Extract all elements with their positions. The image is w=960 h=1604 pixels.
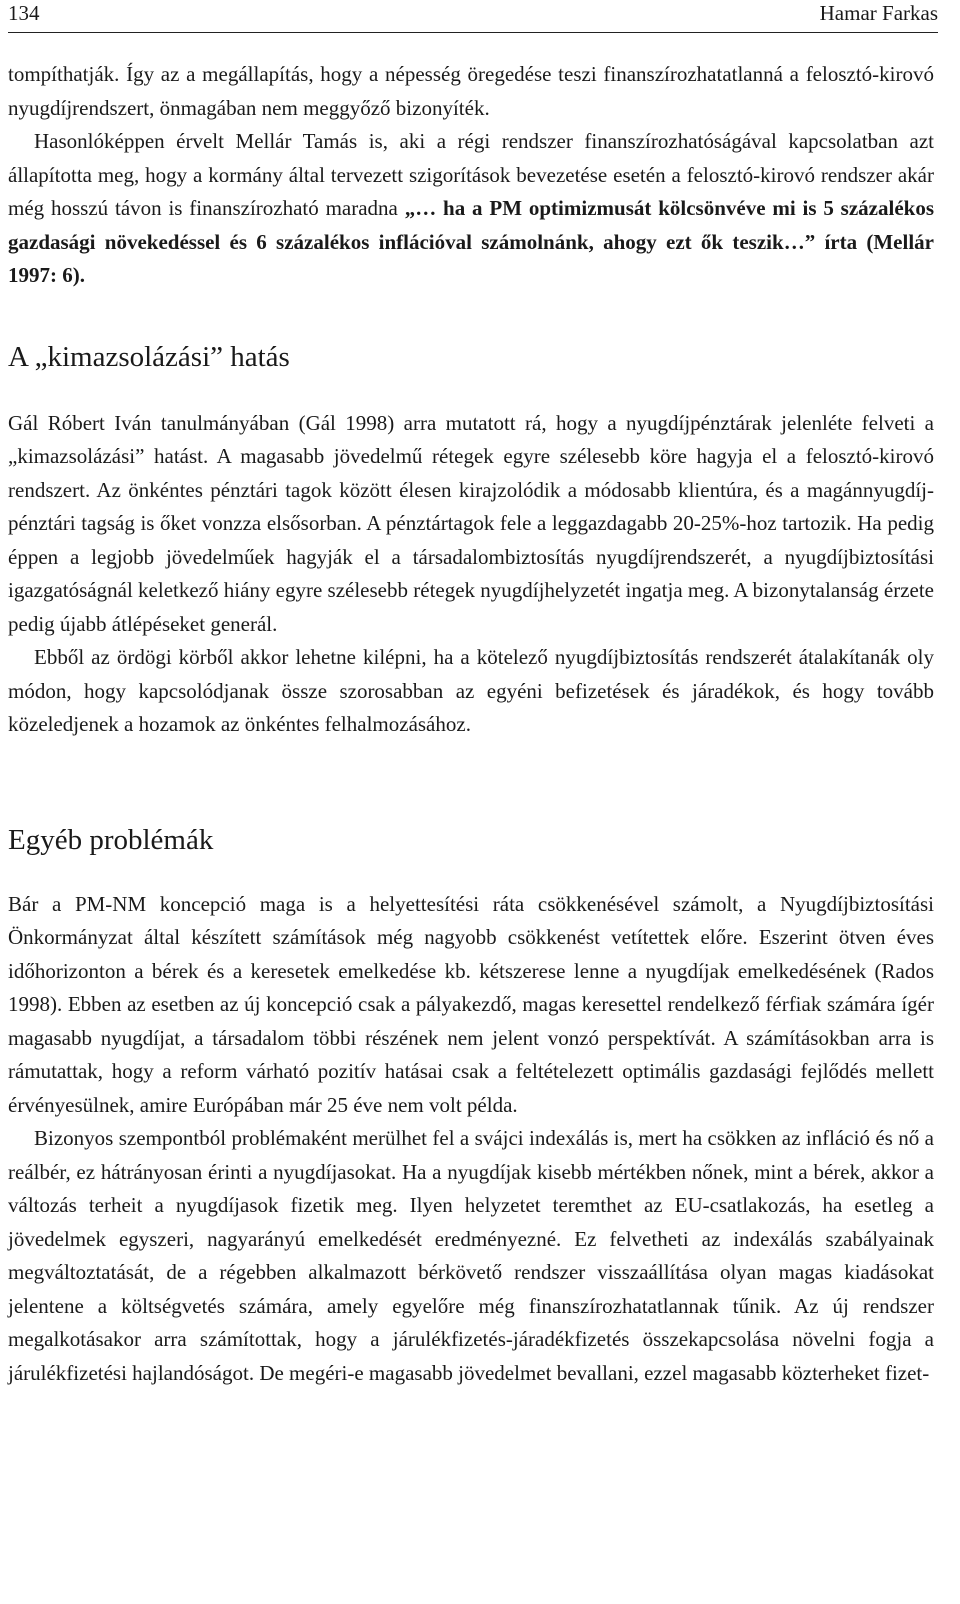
section1-paragraph-1: Gál Róbert Iván tanulmányában (Gál 1998) arra mutatott rá, hogy a nyugdíjpénztárak jelenléte felveti a „kimazsolázási” hatást. A magasabb jövedelmű rétegek egyre szélesebb köre hagyja el a felosztó-kirovó rendszert. Az önkéntes pénztári tagok között élesen kirajzolódik a módosabb klientúra, és a magánnyugdíj-pénztári tagság is őket vonzza elsősorban. A pénztártagok fele a leggazdagabb 20-25%-hoz tartozik. Ha pedig éppen a legjobb jövedelműek hagyják el a társadalombiztosítás nyugdíjrendszerét, a nyugdíjbiztosítási igazgatóságnál keletkező hiány egyre szélesebb rétegek nyugdíjhelyzetét ingatja meg. A bizonytalanság érzete pedig újabb átlépéseket generál.: [8, 410, 934, 636]
intro-paragraph-1: tompíthatják. Így az a megállapítás, hogy a népesség öregedése teszi finanszírozhatatlanná a felosztó-kirovó nyugdíjrendszert, önmagában nem meggyőző bizonyíték.: [8, 62, 934, 120]
page-number: 134: [8, 1, 40, 25]
section2-paragraph-1: Bár a PM-NM koncepció maga is a helyettesítési ráta csökkenésével számolt, a Nyugdíjbiztosítási Önkormányzat által készített számítások még nagyobb csökkenést vetítettek előre. Eszerint ötven éves időhorizonton a bérek és a keresetek emelkedése kb. kétszerese lenne a nyugdíjak emelkedésének (Rados 1998). Ebben az esetben az új koncepció csak a pályakezdő, magas keresettel rendelkező férfiak számára ígér magasabb nyugdíjat, a társadalom többi részének nem jelent vonzó perspektívát. A számításokban arra is rámutattak, hogy a reform várható pozitív hatásai csak a feltételezett optimális gazdasági fejlődés mellett érvényesülnek, amire Európában már 25 éve nem volt példa.: [8, 891, 934, 1117]
running-title: Hamar Farkas: [819, 1, 938, 25]
section-heading-kimazsolazasi: A „kimazsolázási” hatás: [8, 340, 290, 373]
intro-paragraph-2-text: Hasonlóképpen érvelt Mellár Tamás is, aki a régi rendszer finanszírozhatóságával kapcsolatban azt állapította meg, hogy a kormány által tervezett szigorítások bevezetése esetén a felosztó-kirovó rendszer akár még hosszú távon is finanszírozható maradna: [8, 129, 934, 220]
page-header: [8, 0, 938, 33]
mellar-quote: „… ha a PM optimizmusát kölcsönvéve mi is 5 százalékos gazdasági növekedéssel és 6 százalékos inflációval számolnánk, ahogy ezt ők teszik…” írta (Mellár 1997: 6).: [8, 196, 935, 287]
section-heading-egyeb-problemak: Egyéb problémák: [8, 823, 214, 856]
section2-paragraph-2: Bizonyos szempontból problémaként merülhet fel a svájci indexálás is, mert ha csökken az infláció és nő a reálbér, ez hátrányosan érinti a nyugdíjasokat. Ha a nyugdíjak kisebb mértékben nőnek, mint a bérek, akkor a változás terheit a nyugdíjasok fizetik meg. Ilyen helyzetet teremthet az EU-csatlakozás, ha esetleg a jövedelmek egyszeri, nagyarányú emelkedését eredményezné. Ez felvetheti az indexálás szabályainak megváltoztatását, de a régebben alkalmazott bérkövető rendszer visszaállítása olyan magas kiadásokat jelentene a költségvetés számára, amely egyelőre még finanszírozhatatlannak tűnik. Az új rendszer megalkotásakor arra számítottak, hogy a járulékfizetés-járadékfizetés összekapcsolása növelni fogja a járulékfizetési hajlandóságot. De megéri-e magasabb jövedelmet bevallani, ezzel magasabb közterheket fizet-: [8, 1126, 934, 1385]
intro-paragraph-2: [8, 125, 934, 293]
section1-paragraph-2: Ebből az ördögi körből akkor lehetne kilépni, ha a kötelező nyugdíjbiztosítás rendszerét átalakítanák oly módon, hogy kapcsolódjanak össze szorosabban az egyéni befizetések és járadékok, és hogy tovább közeledjenek a hozamok az önkéntes felhalmozásához.: [8, 645, 934, 736]
body-text: [8, 58, 934, 1390]
